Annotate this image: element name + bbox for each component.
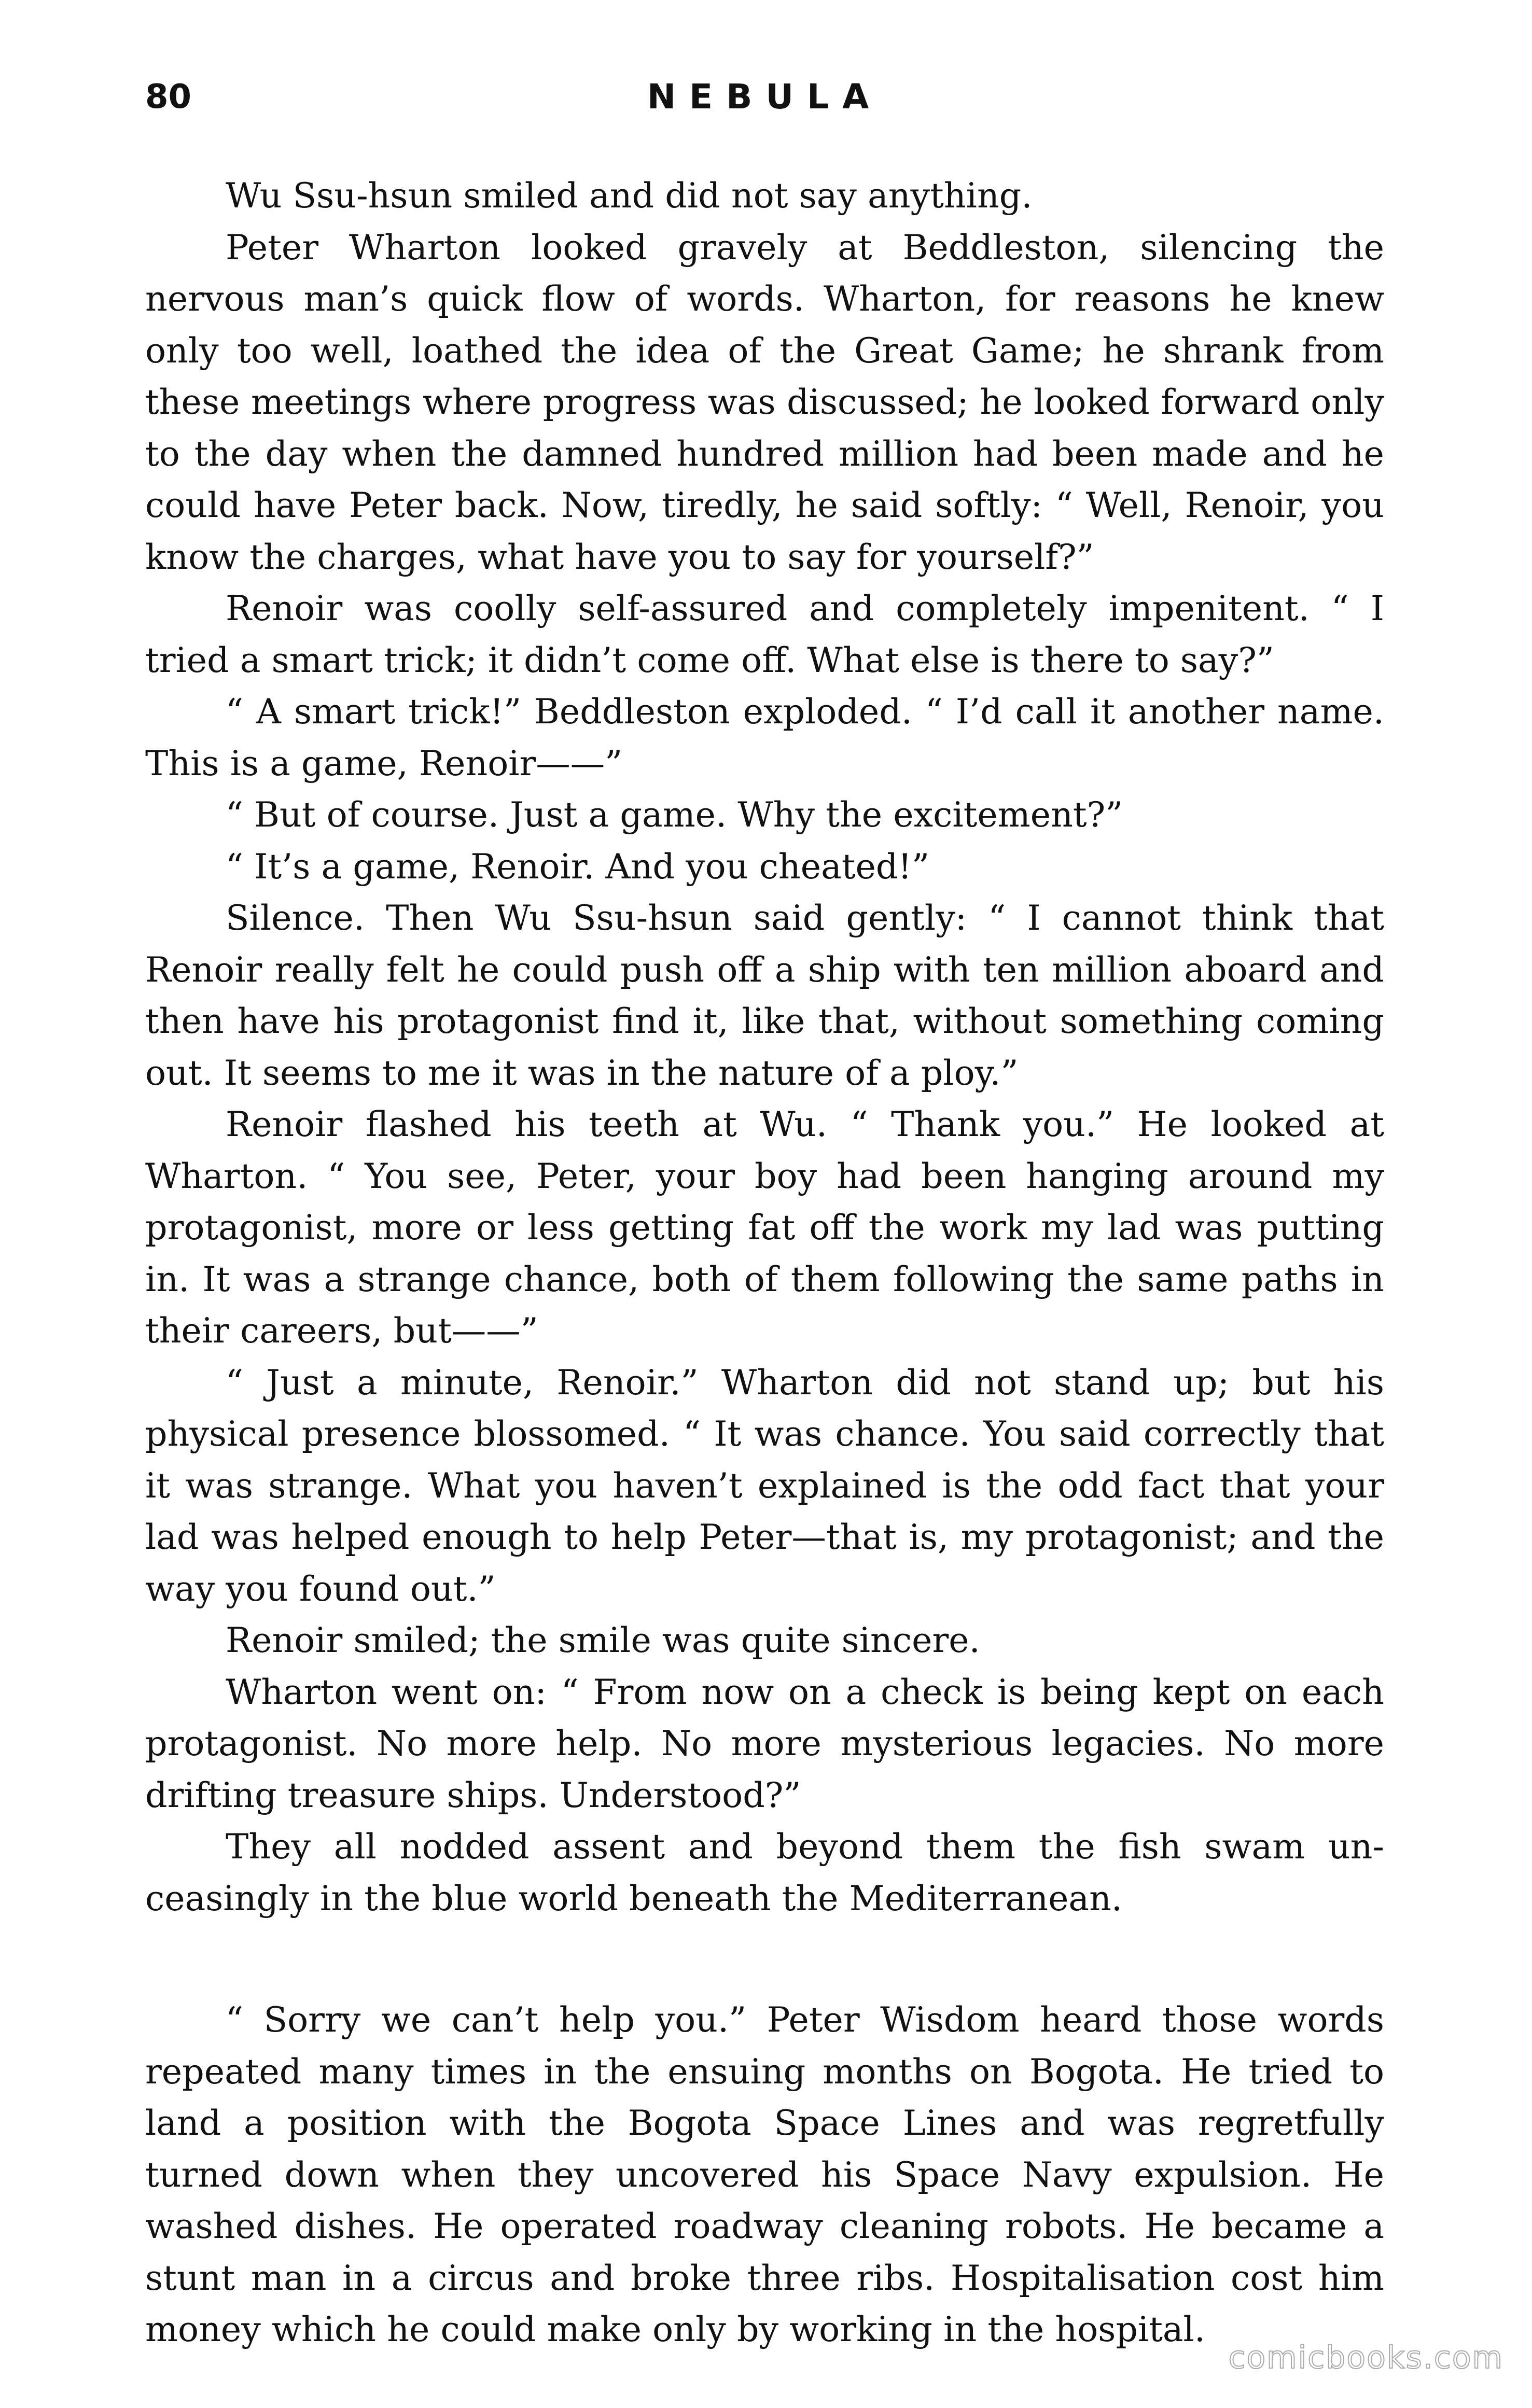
running-title: NEBULA (647, 77, 883, 117)
section-break (145, 1924, 1384, 1994)
paragraph: They all nodded assent and beyond them the fish swam unceasingly in the blue world beneath the Mediterranean. (145, 1826, 1384, 1919)
paragraph: “ Just a minute, Renoir.” Wharton did not stand up; but his physical presence blossomed. “ It was chance. You said correctly that it was strange. What you haven’t explained is the odd fact that your lad was helped enough to help Peter—that is, my protagonist; and the way you found out.” (145, 1362, 1384, 1609)
paragraph: Wu Ssu-hsun smiled and did not say anything. (226, 175, 1033, 216)
body-text (145, 170, 1384, 2356)
paragraph: “ It’s a game, Renoir. And you cheated!” (226, 846, 930, 887)
paragraph: “ Sorry we can’t help you.” Peter Wisdom heard those words repeated many times in the ensuing months on Bogota. He tried to land a position with the Bogota Space Lines and was regretfully turned down when they uncovered his Space Navy expulsion. He washed dishes. He operated roadway cleaning robots. He became a stunt man in a circus and broke three ribs. Hospitalisation cost him money which he could make only by working in the hospital. (145, 1999, 1384, 2349)
paragraph: “ A smart trick!” Beddleston exploded. “ I’d call it another name. This is a game, Renoir——” (145, 691, 1384, 783)
paragraph: Silence. Then Wu Ssu-hsun said gently: “ I cannot think that Renoir really felt he could push off a ship with ten million aboard and then have his protagonist find it, like that, without something coming out. It seems to me it was in the nature of a ploy.” (145, 898, 1384, 1093)
paragraph: “ But of course. Just a game. Why the excitement?” (226, 794, 1123, 835)
paragraph: Renoir smiled; the smile was quite sincere. (226, 1620, 980, 1660)
watermark: comicbooks.com (1228, 2340, 1503, 2376)
paragraph: Wharton went on: “ From now on a check is being kept on each protagonist. No more help. No more mysterious legacies. No more drifting treasure ships. Understood?” (145, 1671, 1384, 1815)
paragraph: Renoir flashed his teeth at Wu. “ Thank you.” He looked at Wharton. “ You see, Peter, your boy had been hanging around my protagonist, more or less getting fat off the work my lad was putting in. It was a strange chance, both of them following the same paths in their careers, but——” (145, 1104, 1384, 1351)
page-header (145, 74, 1384, 120)
paragraph: Peter Wharton looked gravely at Beddleston, silencing the nervous man’s quick flow of words. Wharton, for reasons he knew only too well, loathed the idea of the Great Game; he shrank from these meetings where progress was discussed; he looked forward only to the day when the damned hundred million had been made and he could have Peter back. Now, tiredly, he said softly: “ Well, Renoir, you know the charges, what have you to say for yourself?” (145, 227, 1384, 577)
page-number: 80 (145, 78, 192, 116)
paragraph: Renoir was coolly self-assured and completely impenitent. “ I tried a smart trick; it didn’t come off. What else is there to say?” (145, 588, 1384, 680)
